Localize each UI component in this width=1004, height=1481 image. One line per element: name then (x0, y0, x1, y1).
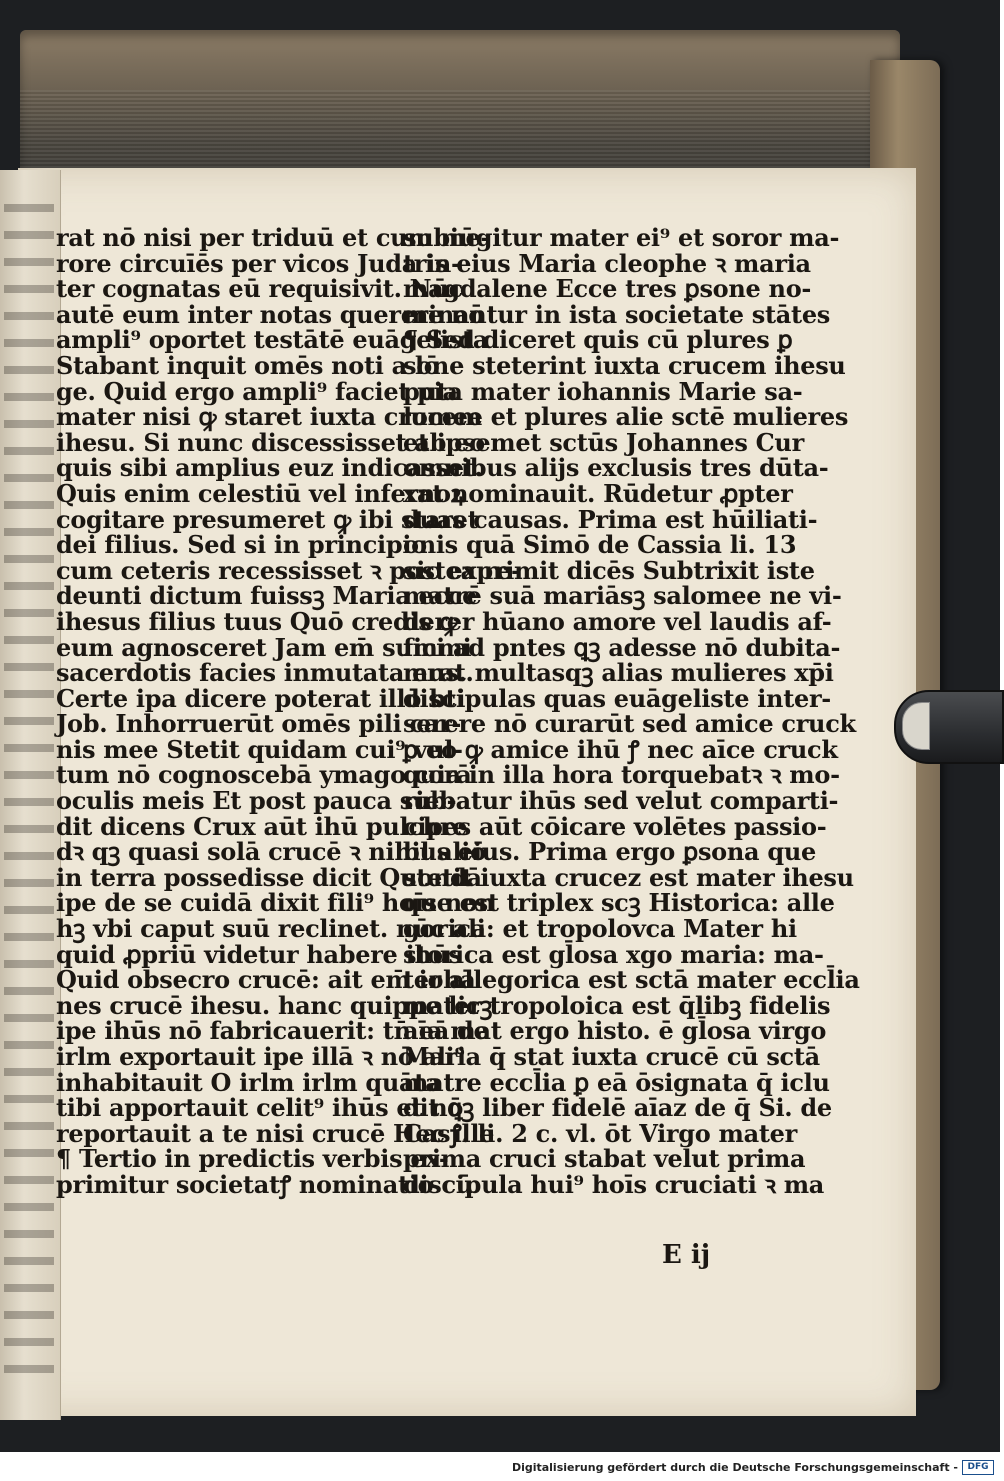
text-line: oculis meis Et post pauca sub- (56, 786, 457, 816)
text-line: Quid obsecro crucē: ait em̄ iohā (56, 965, 476, 995)
text-line: discipulas quas euāgeliste inter- (403, 683, 831, 713)
text-line: tris eius Maria cleophe ꝛ maria (403, 248, 811, 278)
text-line: onis quā Simō de Cassia li. 13 (403, 530, 797, 560)
text-line: ¶ Tertio in predictis verbis ex- (56, 1144, 449, 1174)
text-line: matre eccl̄ia ꝑ eā ōsignata q̄ iclu (403, 1067, 830, 1097)
text-line: aīa mat ergo histo. ē gl̄osa virgo (403, 1016, 827, 1046)
text-line: ꝑ eo ꝙ amice ihū ꝭ nec aīce cruck (403, 734, 838, 764)
text-line: ge. Quid ergo ampli⁹ faciet pia (56, 376, 458, 406)
text-line: Quis enim celestiū vel infernoꝝ (56, 478, 465, 508)
text-line: lomee et plures alie sctē mulieres (403, 402, 849, 432)
text-column-right (403, 223, 860, 1199)
text-line: dꝛ qꝫ quasi solā crucē ꝛ nihil aliō (56, 837, 486, 867)
text-line: deunti dictum fuissꝫ Maria ecce (56, 581, 478, 611)
text-line: eum agnosceret Jam em̄ summi (56, 632, 472, 662)
text-line: que est triplex scꝫ Historica: alle (403, 888, 835, 918)
text-line: nis mee Stetit quidam cui⁹ vul- (56, 734, 463, 764)
text-column-left (56, 223, 521, 1199)
text-line: quid ꝓpriū videtur habere ihūs (56, 939, 462, 969)
text-line: minantur in ista societate stātes (403, 299, 831, 329)
text-line: ter cognatas eū requisivit. Nūc (56, 274, 463, 304)
text-line: rat nō nisi per triduū et cum me- (56, 223, 491, 252)
book-clamp (894, 690, 1004, 764)
footer-credit-bar (0, 1452, 1000, 1481)
text-line: gorica: et tropolovca Mater hi (403, 914, 797, 944)
text-line: autē eum inter notas querere nō (56, 299, 484, 329)
text-line: duas causas. Prima est hūiliati- (403, 504, 818, 534)
text-line: ipe ihūs nō fabricauerit: tn̄ eā de (56, 1016, 489, 1046)
text-line: tibi apportauit celit⁹ ihūs et nō (56, 1093, 464, 1123)
text-line: storica est gl̄osa xgo maria: ma- (403, 939, 824, 969)
text-line: ihesus filius tuus Quō credis ꝙ (56, 606, 458, 636)
text-line: primitur societatꝭ nominatio cū (56, 1169, 473, 1199)
text-line: subiūgitur mater ei⁹ et soror ma- (403, 223, 840, 252)
text-line: omnibus alijs exclusis tres dūta- (403, 453, 829, 483)
text-line: dit ꝗꝫ liber fidelē aīaz de q̄ Si. de (403, 1093, 832, 1123)
text-line: fici ad pntes ꝗꝫ adesse nō dubita- (403, 632, 841, 662)
clamp-tip (902, 702, 930, 750)
text-line: inhabitauit O irlm irlm quāta (56, 1067, 441, 1097)
text-line: derer hūano amore vel laudis af- (403, 606, 832, 636)
text-line: prima cruci stabat velut prima (403, 1144, 806, 1174)
text-line: xat nominauit. Rūdetur ꝓpter (403, 478, 793, 508)
text-line: riebatur ihūs sed velut comparti- (403, 786, 839, 816)
text-line: ¶ Sed diceret quis cū plures ꝑ (403, 325, 793, 355)
text-line: tum nō cognoscebā ymago corā (56, 760, 472, 790)
text-line: Certe ipa dicere poterat illō bti (56, 683, 466, 713)
text-line: mater tropoloica est q̄libꝫ fidelis (403, 990, 831, 1020)
text-line: Stabant inquit omēs noti a lō (56, 350, 440, 380)
text-line: quia in illa hora torquebatꝛ ꝛ mo- (403, 760, 840, 790)
text-line: dei filius. Sed si in principio (56, 530, 427, 560)
footer-credit-text: Digitalisierung gefördert durch die Deutsche Forschungsgemeinschaft - (511, 1461, 958, 1474)
dfg-logo: DFG (962, 1460, 994, 1475)
text-line: quis sibi amplius euz indicasset. (56, 453, 483, 483)
text-line: stetit iuxta crucez est mater ihesu (403, 862, 854, 892)
text-line: reportauit a te nisi crucē Hec ille (56, 1118, 495, 1148)
text-line: Job. Inhorruerūt omēs pili car- (56, 709, 462, 739)
text-line: ampli⁹ oportet testātē euāgelista (56, 325, 489, 355)
text-line: serere nō curarūt sed amice cruck (403, 709, 856, 739)
text-line: cipes aūt cōicare volētes passio- (403, 811, 827, 841)
left-page-curl (0, 170, 61, 1420)
text-line: Maria q̄ stat iuxta crucē cū sctā (403, 1042, 820, 1071)
text-line: Casꝭ. li. 2 c. vl. ōt Virgo mater (403, 1118, 797, 1148)
text-line: matrē suā mariāsꝫ salomee ne vi- (403, 581, 842, 611)
signature-mark: E ij (662, 1240, 711, 1270)
book-page-block (20, 30, 900, 190)
text-line: nes crucē ihesu. hanc quippe licꝫ (56, 990, 493, 1020)
text-line: rore circuīēs per vicos Juda in- (56, 248, 461, 278)
text-line: puta mater iohannis Marie sa- (403, 376, 803, 406)
text-line: ipe de se cuidā dixit fili⁹ hoīs non (56, 888, 495, 918)
text-line: discipula hui⁹ hoīs cruciati ꝛ ma (403, 1169, 825, 1199)
left-page-text-fragments (4, 190, 54, 1390)
text-line: sic exprimit dicēs Subtrixit iste (403, 555, 815, 585)
text-line: cogitare presumeret ꝙ ibi staret (56, 504, 479, 534)
text-line: ihesu. Si nunc discessisset ab eo (56, 427, 485, 457)
text-line: in terra possedisse dicit Quondā (56, 862, 482, 892)
text-line: sacerdotis facies inmutata erat. (56, 658, 474, 688)
text-line: magdalene Ecce tres ꝑsone no- (403, 274, 812, 304)
text-line: cum ceteris recessisset ꝛ postea re- (56, 555, 521, 585)
text-line: irlm exportauit ipe illā ꝛ nō ali⁹ (56, 1042, 465, 1071)
text-line: hꝫ vbi caput suū reclinet. nūc ali (56, 914, 486, 944)
text-line: ter allegorica est sctā mater eccl̄ia (403, 965, 860, 995)
text-line: bus eius. Prima ergo ꝑsona que (403, 837, 816, 867)
text-line: mater nisi ꝙ staret iuxta crucem (56, 402, 482, 432)
text-line: mus. multasqꝫ alias mulieres xp̄i (403, 658, 834, 688)
text-line: et ipsemet sctūs Johannes Cur (403, 427, 804, 457)
text-line: dit dicens Crux aūt ihū pulchre (56, 811, 468, 841)
text-line: sone steterint iuxta crucem ihesu (403, 350, 846, 380)
